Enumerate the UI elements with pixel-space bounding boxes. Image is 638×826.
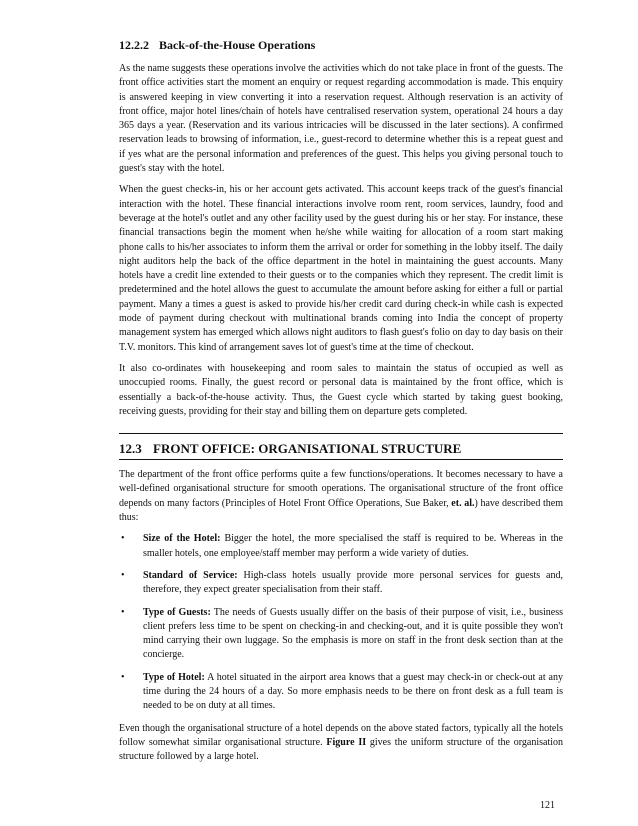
closing-paragraph (119, 722, 563, 765)
section-heading (119, 433, 563, 460)
bullet-icon: • (121, 533, 125, 545)
list-item (119, 532, 563, 561)
bullet-icon: • (121, 671, 125, 683)
section-intro-etal: et. al. (451, 497, 475, 509)
paragraph-coordination: It also co-ordinates with housekeeping and room sales to maintain the status of occupied as well as unoccupied rooms. Finally, the guest record or personal data is maintained by the front office, which is essentially a back-of-the-house activity. Thus, the Guest cycle which started by taking guest booking, receiving guests, providing for their stay and billing them on departure gets completed. (119, 362, 563, 417)
list-item-term: Type of Guests: (143, 606, 211, 618)
subsection-number: 12.2.2 (119, 38, 149, 52)
section-intro-text: The department of the front office performs quite a few functions/operations. It becomes necessary to have a well-defined organisational structure for smooth operations. The organisational structure of the front office depends on many factors (Principles of Hotel Front Office Operations, Sue Baker, (119, 469, 563, 509)
list-item-term: Standard of Service: (143, 569, 238, 581)
paragraph-guest-checkin: When the guest checks-in, his or her account gets activated. This account keeps track of the guest's financial interaction with the hotel. These financial interactions involve room rent, room services, laundry, food and beverage at the hotel's outlet and any other facility used by the guest during his or her stay. For instance, these financial transactions begin the moment when he/she while waiting for allocation of a room start making phone calls to his/her associates to inform them the arrival or order for something in the lobby itself. The daily night auditors help the back of the office department in the hotel in maintaining the guest accounts. Many hotels have a credit line extended to their guests or to the companies which they represent. The credit limit is predetermined and the hotel allows the guest to accumulate the amount before asking for either a full or partial payment. Many a times a guest is asked to provide his/her credit card during check-in while cash is expected mode of payment during checkout with multinational brands coming into India the concept of property management system has emerged which allows night auditors to flash guest's folio on day to day basis on their T.V. monitors. This kind of arrangement saves lot of guest's time at the time of checkout. (119, 184, 563, 353)
section-intro-tail: ) have described them thus: (119, 497, 563, 524)
bullet-icon: • (121, 569, 125, 581)
list-item-text: Bigger the hotel, the more specialised the staff is required to be. Whereas in the smaller hotels, one employee/staff member may perform a wide variety of duties. (143, 533, 563, 559)
section-number: 12.3 (119, 441, 142, 457)
subsection-title: Back-of-the-House Operations (159, 38, 316, 52)
list-item-term: Size of the Hotel: (143, 533, 221, 545)
page-number: 121 (540, 800, 555, 811)
factor-list (119, 532, 563, 713)
list-item-text: A hotel situated in the airport area knows that a guest may check-in or check-out at any time during the 24 hours of a day. So more emphasis needs to be there on front desk as a full team is needed to be on duty at all times. (143, 671, 563, 712)
list-item-term: Type of Hotel: (143, 671, 205, 683)
list-item (119, 671, 563, 714)
page-content (119, 38, 563, 771)
paragraph-back-of-house-intro: As the name suggests these operations involve the activities which do not take place in front of the guests. The front office activities start the moment an enquiry or request regarding accommodation is made. This enquiry is answered keeping in view converting it into a reservation request. Although reservation is an activity of front office, major hotel lines/chain of hotels have centralised reservation system, operational 24 hours a day 365 days a year. (Reservation and its various intricacies will be discussed in the later sections). A confirmed reservation leads to browsing of information, i.e., guest-record to determine whether this is a repeat guest and if yes what are the personal information and preferences of the guest. This helps you giving personal touch to guest's stay with the hotel. (119, 63, 563, 175)
list-item (119, 569, 563, 598)
bullet-icon: • (121, 606, 125, 618)
closing-tail: gives the uniform structure of the organisation structure followed by a large hotel. (119, 736, 564, 763)
list-item-text: The needs of Guests usually differ on the basis of their purpose of visit, i.e., business client prefers less time to be spent on checking-in and checking-out, and it is quite possible they won't mind carrying their own luggage. So the emphasis is more on staff in the front desk section than at the concierge. (143, 606, 564, 661)
closing-text: Even though the organisational structure of a hotel depends on the above stated factors, typically all the hotels follow somewhat similar organisational structure. (119, 722, 563, 748)
list-item (119, 606, 563, 663)
list-item-text: High-class hotels usually provide more personal services for guests and, therefore, they expect greater specialisation from their staff. (143, 569, 563, 596)
subsection-heading (119, 38, 563, 52)
figure-reference: Figure II (326, 736, 367, 748)
section-title: FRONT OFFICE: ORGANISATIONAL STRUCTURE (153, 441, 462, 457)
section-intro-paragraph (119, 468, 563, 525)
